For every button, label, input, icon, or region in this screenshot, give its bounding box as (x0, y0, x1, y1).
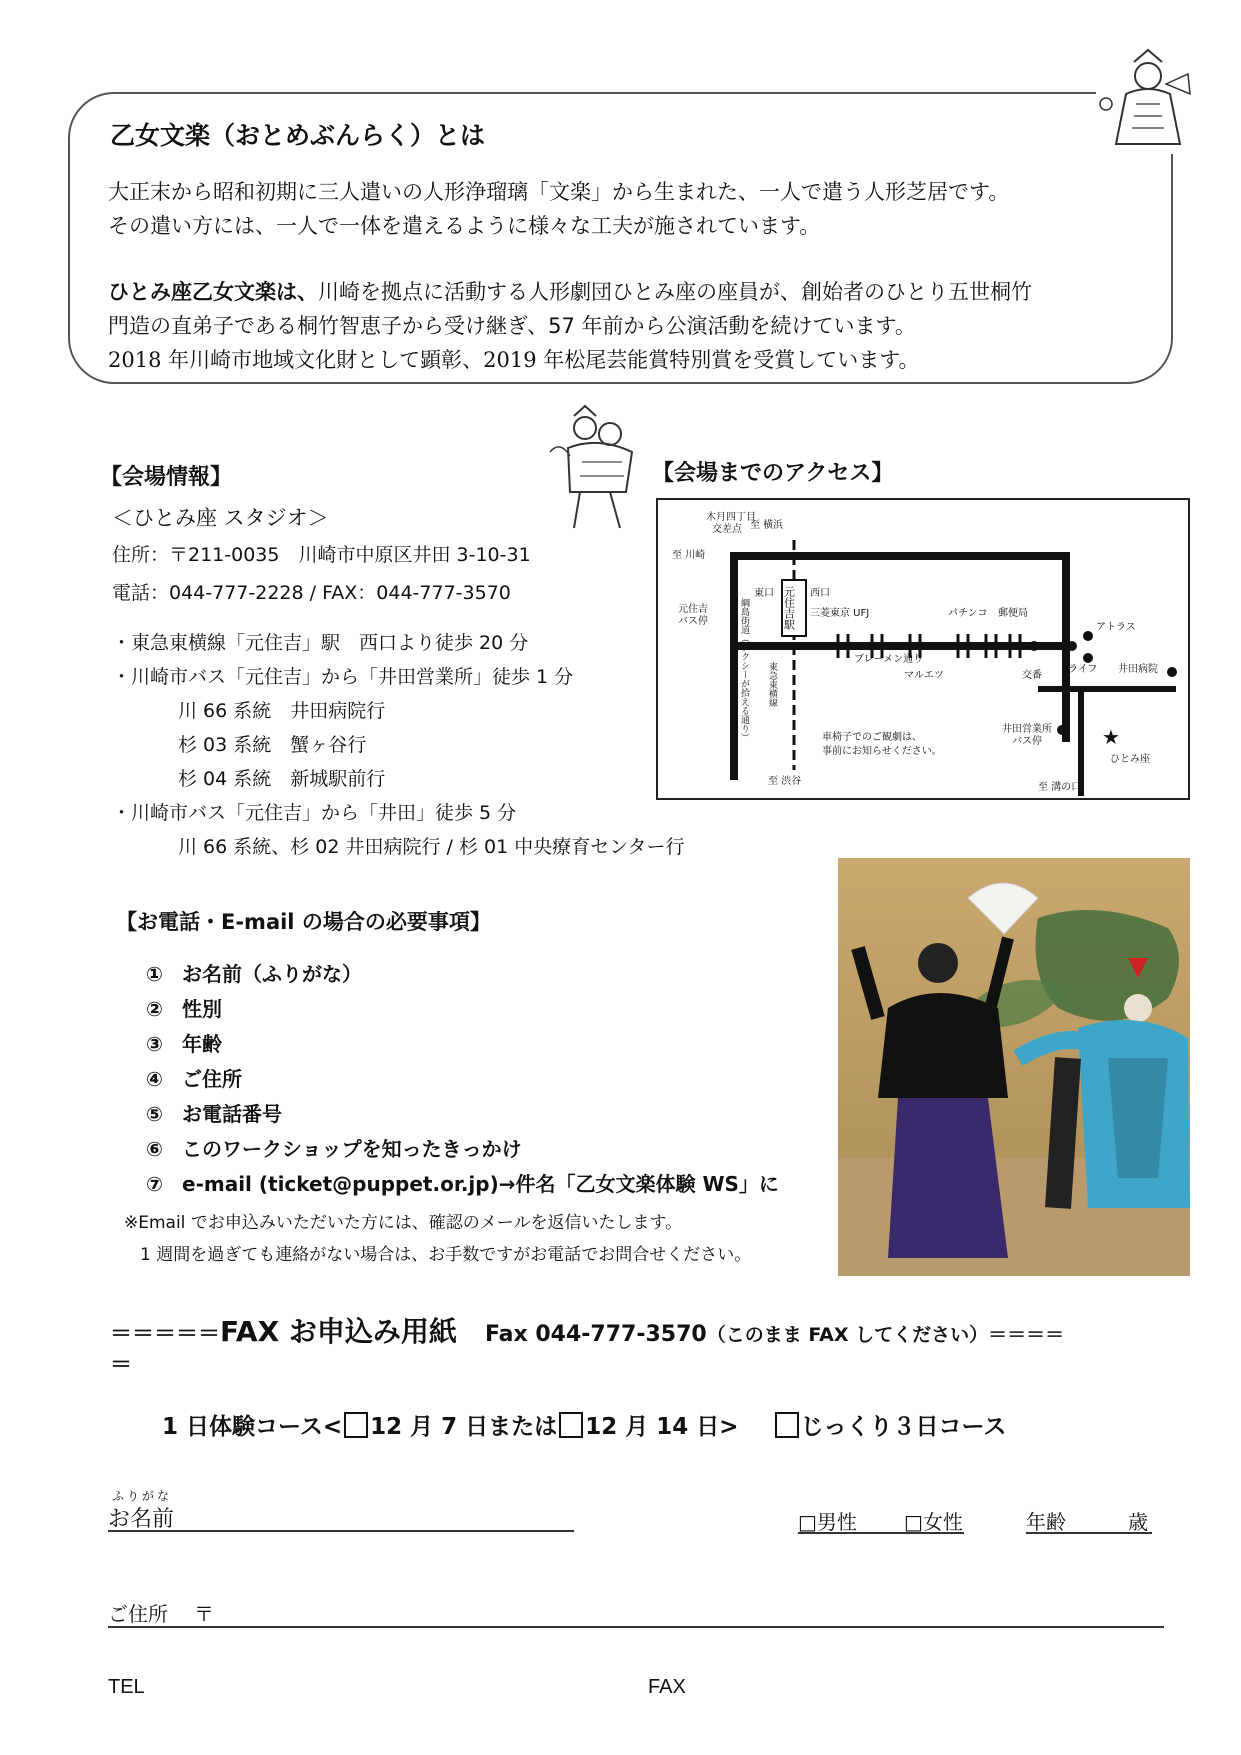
course-dec14-label: 12 月 14 日> (585, 1414, 739, 1440)
course-dec7-checkbox[interactable] (344, 1412, 368, 1438)
map-label: 交番 (1022, 670, 1042, 681)
map-station-label: 元住吉駅 (782, 586, 796, 630)
fax-banner-prefix: ＝＝＝＝＝ (110, 1322, 221, 1347)
map-label: ひとみ座 (1110, 754, 1150, 765)
gender-underline (798, 1532, 964, 1534)
map-label: ブレーメン通り (854, 654, 924, 665)
requirement-number: ⑦ (146, 1172, 163, 1196)
map-label: 車椅子でのご観劇は、 (822, 732, 922, 743)
map-label: 至 横浜 (750, 520, 784, 531)
map-label: 西口 (810, 588, 830, 599)
requirement-text: 年齢 (182, 1032, 222, 1056)
puppet-illustration-icon (1096, 44, 1196, 154)
fax-label: FAX (648, 1676, 686, 1698)
route-line: ・東急東横線「元住吉」駅 西口より徒歩 20 分 (112, 632, 529, 654)
course-selection (162, 1408, 1006, 1441)
intro-line-3-rest: 川崎を拠点に活動する人形劇団ひとみ座の座員が、創始者のひとり五世桐竹 (318, 280, 1032, 304)
map-label: アトラス (1096, 622, 1136, 633)
map-label: 至 渋谷 (768, 776, 802, 787)
requirement-item (146, 1063, 242, 1092)
age-label: 年齢 (1026, 1510, 1066, 1534)
map-label: 至 溝の口 (1038, 782, 1082, 793)
gender-male-option[interactable]: □男性 (798, 1510, 857, 1534)
requirement-text: お電話番号 (182, 1102, 282, 1126)
performance-photo (838, 858, 1190, 1276)
requirement-item (146, 1028, 222, 1057)
map-label: 事前にお知らせください。 (822, 746, 942, 757)
fax-banner-title: FAX お申込み用紙 (220, 1315, 457, 1348)
map-label: 至 川崎 (672, 550, 706, 561)
performance-photo-drawing (838, 858, 1190, 1276)
venue-name: ＜ひとみ座 スタジオ＞ (112, 506, 329, 530)
map-label: バス停 (678, 616, 708, 627)
route-line: 川 66 系統 井田病院行 (178, 700, 386, 722)
requirement-number: ④ (146, 1067, 163, 1091)
puppet-pair-illustration-icon (540, 400, 650, 535)
route-line: ・川崎市バス「元住吉」から「井田」徒歩 5 分 (112, 802, 517, 824)
address-field[interactable] (108, 1626, 1164, 1628)
map-label: 東口 (754, 588, 774, 599)
requirement-item (146, 1098, 282, 1127)
requirement-number: ② (146, 997, 163, 1021)
fax-banner-tail: ＝ (110, 1353, 133, 1378)
venue-phone: 電話：044-777-2228 / FAX：044-777-3570 (112, 582, 511, 604)
intro-line-5: 2018 年川崎市地域文化財として顕彰、2019 年松尾芸能賞特別賞を受賞しています。 (108, 348, 920, 372)
fax-banner-note: （このまま FAX してください）＝＝＝＝ (706, 1324, 1065, 1346)
course-one-day-label: 1 日体験コース< (162, 1414, 343, 1440)
address-label: ご住所 (108, 1602, 168, 1626)
gender-female-option[interactable]: □女性 (904, 1510, 963, 1534)
route-line: ・川崎市バス「元住吉」から「井田営業所」徒歩 1 分 (112, 666, 574, 688)
map-label-vertical: 綱島街道（タクシーが拾える通り） (739, 598, 749, 742)
requirement-text: お名前（ふりがな） (182, 962, 362, 986)
requirement-number: ⑤ (146, 1102, 163, 1126)
requirement-number: ⑥ (146, 1137, 163, 1161)
map-label: バス停 (1012, 736, 1042, 747)
requirement-text: ご住所 (182, 1067, 242, 1091)
map-label: 郵便局 (998, 608, 1028, 619)
fax-banner-number: Fax 044-777-3570 (484, 1322, 707, 1347)
star-icon: ★ (1102, 725, 1120, 749)
map-label: 木月四丁目 (706, 512, 756, 523)
map-label-vertical: 東急東横線 (767, 662, 777, 707)
furigana-label: ふりがな (112, 1489, 173, 1503)
age-field[interactable] (1026, 1532, 1152, 1534)
intro-line-2: その遣い方には、一人で一体を遣えるように様々な工夫が施されています。 (108, 214, 821, 238)
map-label: ライフ (1068, 664, 1098, 675)
course-three-day-label: じっくり３日コース (800, 1414, 1007, 1440)
requirement-text: このワークショップを知ったきっかけ (182, 1137, 522, 1161)
requirement-item (146, 1133, 522, 1162)
venue-heading: 【会場情報】 (100, 465, 233, 490)
requirement-number: ① (146, 962, 163, 986)
requirement-item (146, 958, 362, 987)
requirement-text: e-mail (ticket@puppet.or.jp)→件名「乙女文楽体験 WS」に (182, 1172, 779, 1196)
map-drawing (658, 500, 1188, 798)
name-field[interactable] (108, 1530, 574, 1532)
fax-banner (110, 1310, 1064, 1350)
route-line: 杉 04 系統 新城駅前行 (178, 768, 386, 790)
course-three-day-checkbox[interactable] (775, 1412, 799, 1438)
map-label: 井田営業所 (1002, 724, 1052, 735)
venue-address: 住所：〒211-0035 川崎市中原区井田 3-10-31 (112, 544, 531, 566)
contact-heading: 【お電話・E-mail の場合の必要事項】 (116, 910, 491, 934)
course-dec7-label: 12 月 7 日または (370, 1414, 558, 1440)
intro-troupe-name: ひとみ座乙女文楽は、 (108, 280, 318, 304)
intro-title: 乙女文楽（おとめぶんらく）とは (110, 121, 486, 150)
requirement-number: ③ (146, 1032, 163, 1056)
map-label: マルエツ (904, 670, 944, 681)
route-line: 川 66 系統、杉 02 井田病院行 / 杉 01 中央療育センター行 (178, 836, 685, 858)
access-map (656, 498, 1190, 800)
tel-label: TEL (108, 1676, 145, 1698)
requirement-text: 性別 (182, 997, 222, 1021)
postal-mark: 〒 (194, 1602, 214, 1626)
intro-line-4: 門造の直弟子である桐竹智恵子から受け継ぎ、57 年前から公演活動を続けています。 (108, 314, 916, 338)
map-label: 交差点 (712, 524, 742, 535)
map-label: 三菱東京 UFJ (810, 608, 870, 619)
course-dec14-checkbox[interactable] (559, 1412, 583, 1438)
intro-line-1: 大正末から昭和初期に三人遣いの人形浄瑠璃「文楽」から生まれた、一人で遣う人形芝居です。 (108, 180, 1010, 204)
route-line: 杉 03 系統 蟹ヶ谷行 (178, 734, 367, 756)
intro-line-3 (108, 276, 1032, 306)
requirement-item (146, 993, 222, 1022)
name-label: お名前 (108, 1507, 175, 1532)
map-label: 元住吉 (678, 604, 708, 615)
age-unit: 歳 (1128, 1510, 1148, 1534)
requirement-item (146, 1168, 779, 1197)
email-note-1: ※Email でお申込みいただいた方には、確認のメールを返信いたします。 (124, 1213, 683, 1233)
access-heading: 【会場までのアクセス】 (652, 461, 894, 486)
map-label: パチンコ (948, 608, 988, 619)
email-note-2: 1 週間を過ぎても連絡がない場合は、お手数ですがお電話でお問合せください。 (140, 1245, 752, 1265)
map-label: 井田病院 (1118, 664, 1158, 675)
